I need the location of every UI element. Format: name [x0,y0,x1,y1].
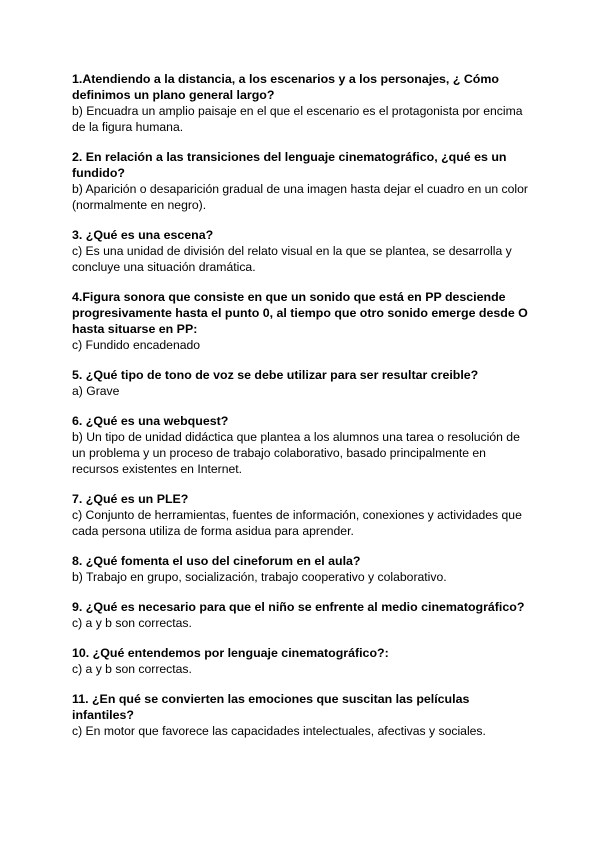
question-1: 1.Atendiendo a la distancia, a los escenarios y a los personajes, ¿ Cómo definimos un plano general largo? [72,72,499,102]
answer-10: c) a y b son correctas. [72,662,192,676]
qa-item-4 [72,289,532,353]
qa-item-1 [72,71,532,135]
question-6: 6. ¿Qué es una webquest? [72,414,229,428]
qa-item-8 [72,553,532,585]
answer-11: c) En motor que favorece las capacidades intelectuales, afectivas y sociales. [72,724,486,738]
question-2: 2. En relación a las transiciones del lenguaje cinematográfico, ¿qué es un fundido? [72,150,507,180]
qa-item-10 [72,645,532,677]
answer-4: c) Fundido encadenado [72,338,201,352]
question-11: 11. ¿En qué se convierten las emociones que suscitan las películas infantiles? [72,692,470,722]
answer-2: b) Aparición o desaparición gradual de una imagen hasta dejar el cuadro en un color (normalmente en negro). [72,182,528,212]
question-7: 7. ¿Qué es un PLE? [72,492,189,506]
answer-5: a) Grave [72,384,120,398]
answer-1: b) Encuadra un amplio paisaje en el que el escenario es el protagonista por encima de la figura humana. [72,104,523,134]
question-4: 4.Figura sonora que consiste en que un sonido que está en PP desciende progresivamente hasta el punto 0, al tiempo que otro sonido emerge desde O hasta situarse en PP: [72,290,528,336]
qa-item-9 [72,599,532,631]
answer-3: c) Es una unidad de división del relato visual en la que se plantea, se desarrolla y concluye una situación dramática. [72,244,512,274]
qa-item-5 [72,367,532,399]
document-page [72,71,532,753]
question-8: 8. ¿Qué fomenta el uso del cineforum en el aula? [72,554,361,568]
answer-9: c) a y b son correctas. [72,616,192,630]
answer-6: b) Un tipo de unidad didáctica que plantea a los alumnos una tarea o resolución de un problema y un proceso de trabajo colaborativo, basado principalmente en recursos existentes en Internet. [72,430,520,476]
question-9: 9. ¿Qué es necesario para que el niño se enfrente al medio cinematográfico? [72,600,525,614]
answer-7: c) Conjunto de herramientas, fuentes de información, conexiones y actividades que cada persona utiliza de forma asidua para aprender. [72,508,522,538]
qa-item-6 [72,413,532,477]
answer-8: b) Trabajo en grupo, socialización, trabajo cooperativo y colaborativo. [72,570,447,584]
question-5: 5. ¿Qué tipo de tono de voz se debe utilizar para ser resultar creible? [72,368,479,382]
qa-item-7 [72,491,532,539]
qa-item-11 [72,691,532,739]
question-3: 3. ¿Qué es una escena? [72,228,214,242]
question-10: 10. ¿Qué entendemos por lenguaje cinematográfico?: [72,646,389,660]
qa-item-2 [72,149,532,213]
qa-item-3 [72,227,532,275]
